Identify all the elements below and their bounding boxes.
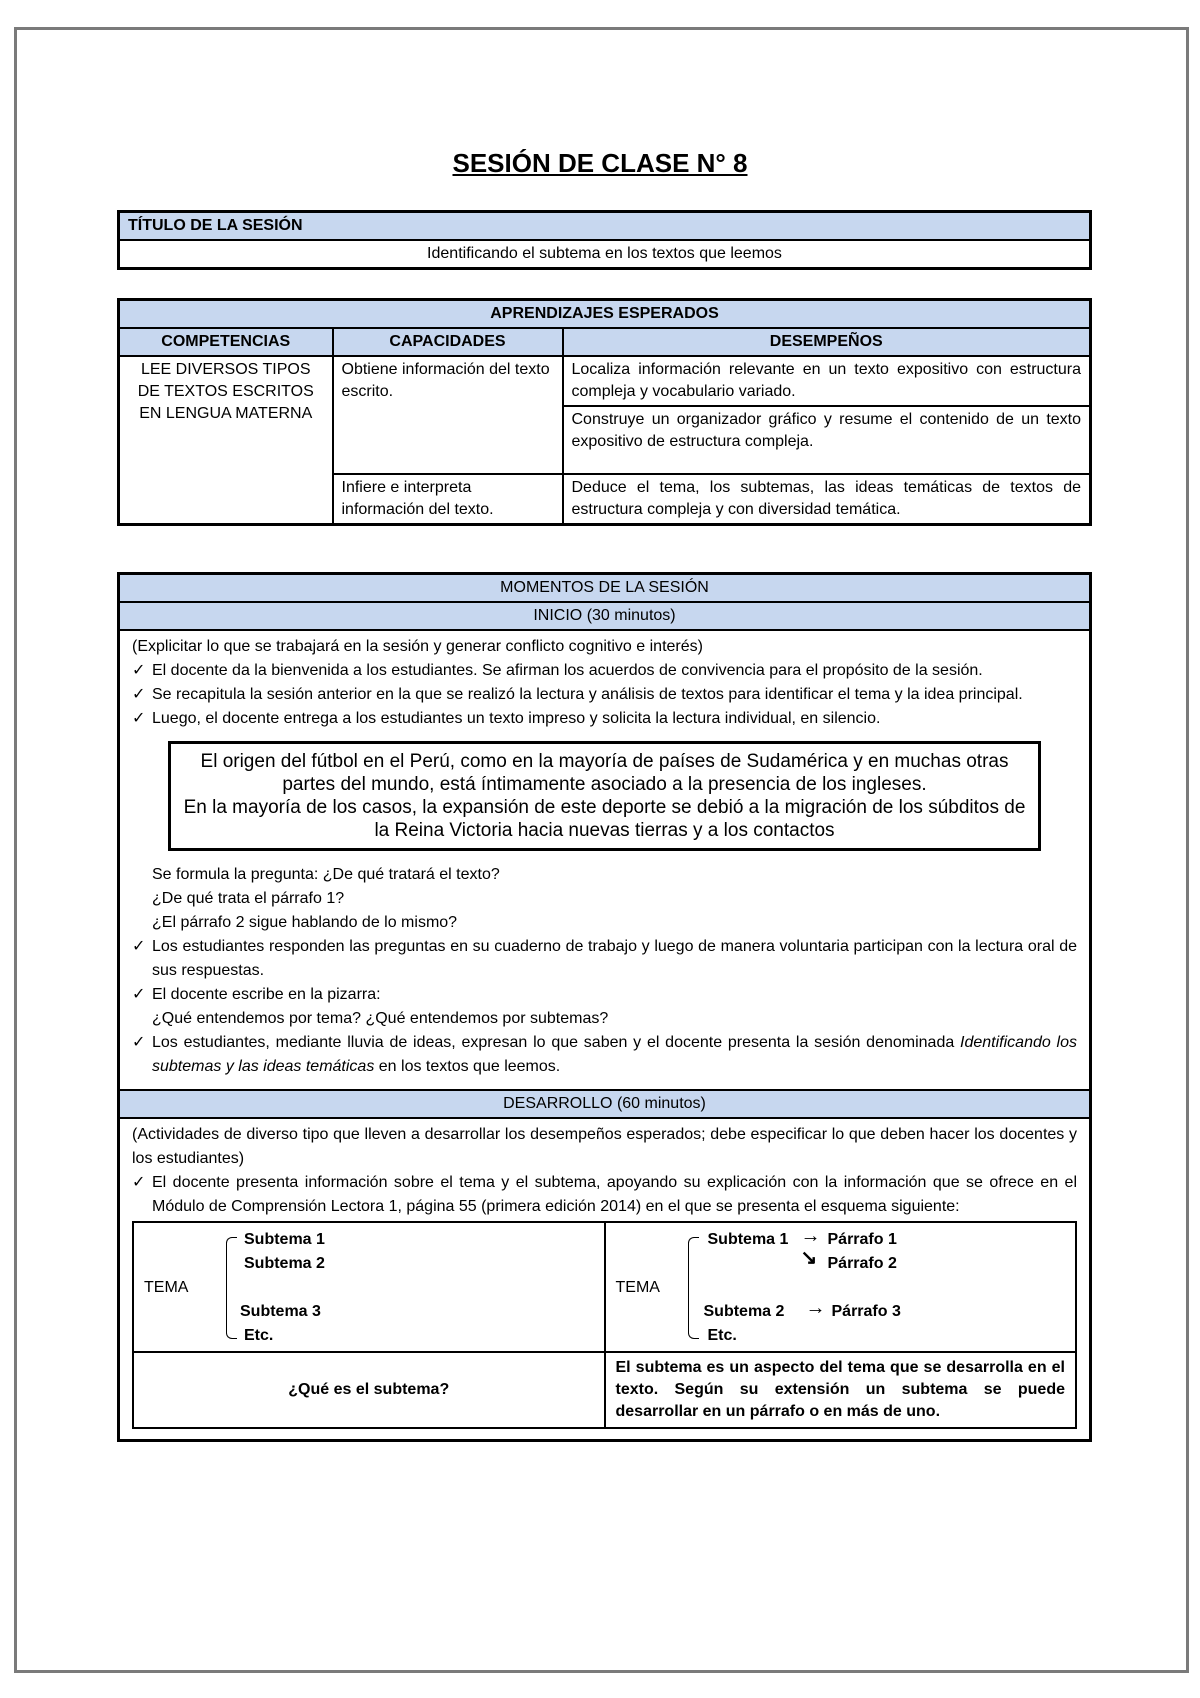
excerpt-paragraph: En la mayoría de los casos, la expansión de este deporte se debió a la migración de los súbditos de la Reina Victoria hacia nuevas tierras y a los contactos [183,797,1026,841]
desempeno-cell: Deduce el tema, los subtemas, las ideas temáticas de textos de estructura compleja y con diversidad temática. [563,474,1091,525]
etc-label: Etc. [244,1327,274,1344]
page-title: SESIÓN DE CLASE N° 8 [452,148,748,178]
list-item: ✓ Luego, el docente entrega a los estudiantes un texto impreso y solicita la lectura individual, en silencio. [132,707,1077,731]
question-text: ¿Qué entendemos por tema? ¿Qué entendemos por subtemas? [152,1010,609,1027]
column-header: DESEMPEÑOS [563,328,1091,356]
aprendizajes-table [117,298,1092,526]
parrafo-label: Párrafo 3 [831,1303,901,1320]
session-name-italic: Identificando los subtemas y las ideas temáticas [152,1034,1077,1075]
session-title-table [117,210,1092,270]
arrow-right-icon: → [800,1225,821,1247]
schema-diagram-right [616,1227,1066,1347]
reading-excerpt-box [168,741,1041,851]
schema-table [132,1221,1077,1429]
list-item-text: Los estudiantes, mediante lluvia de ideas, expresan lo que saben y el docente presenta la sesión denominada [152,1034,955,1051]
etc-label: Etc. [707,1327,737,1344]
brace-icon [226,1237,237,1339]
question-text: ¿De qué trata el párrafo 1? [152,890,345,907]
brace-icon [688,1237,699,1339]
parrafo-label: Párrafo 1 [827,1231,897,1248]
subtema-answer: El subtema es un aspecto del tema que se desarrolla en el texto. Según su extensión un subtema se puede desarrollar en un párrafo o en más de uno. [605,1352,1077,1428]
session-title-label: TÍTULO DE LA SESIÓN [119,212,1091,241]
subtema-label: Subtema 2 [244,1255,325,1272]
desempeno-cell: Construye un organizador gráfico y resume el contenido de un texto expositivo de estructura compleja. [563,406,1091,474]
schema-left [133,1222,605,1352]
desempeno-cell: Localiza información relevante en un texto expositivo con estructura compleja y vocabulario variado. [563,356,1091,406]
tema-label: TEMA [144,1279,189,1296]
list-item [132,1031,1077,1079]
list-item: ✓ El docente escribe en la pizarra: [132,983,1077,1007]
capacidad-cell: Obtiene información del texto escrito. [333,356,563,474]
list-item: ✓ El docente presenta información sobre el tema y el subtema, apoyando su explicación con la información que se ofrece en el Módulo de Comprensión Lectora 1, página 55 (primera edición 2014) en el que se presenta el esquema siguiente: [132,1171,1077,1219]
desarrollo-intro: (Actividades de diverso tipo que lleven a desarrollar los desempeños esperados; debe especificar lo que deben hacer los docentes y los estudiantes) [132,1126,1077,1167]
subtema-label: Subtema 3 [240,1303,321,1320]
schema-diagram-left [144,1227,594,1347]
capacidad-cell: Infiere e interpreta información del texto. [333,474,563,525]
subtema-label: Subtema 1 [244,1231,325,1248]
subtema-question: ¿Qué es el subtema? [133,1352,605,1428]
momentos-header: MOMENTOS DE LA SESIÓN [119,574,1091,603]
list-item: ✓ Los estudiantes responden las preguntas en su cuaderno de trabajo y luego de manera voluntaria participan con la lectura oral de sus respuestas. [132,935,1077,983]
aprendizajes-header: APRENDIZAJES ESPERADOS [119,300,1091,329]
list-item: ✓ El docente da la bienvenida a los estudiantes. Se afirman los acuerdos de convivencia para el propósito de la sesión. [132,659,1077,683]
list-item-text: en los textos que leemos. [378,1058,561,1075]
inicio-header: INICIO (30 minutos) [119,602,1091,630]
session-title-value: Identificando el subtema en los textos que leemos [119,240,1091,269]
subtema-label: Subtema 2 [703,1303,785,1320]
arrow-down-right-icon: ↘ [800,1247,818,1269]
tema-label: TEMA [615,1279,660,1296]
column-header: COMPETENCIAS [119,328,333,356]
desarrollo-header: DESARROLLO (60 minutos) [119,1090,1091,1118]
list-item: ✓ Se recapitula la sesión anterior en la que se realizó la lectura y análisis de textos para identificar el tema y la idea principal. [132,683,1077,707]
parrafo-label: Párrafo 2 [827,1255,897,1272]
question-text: ¿El párrafo 2 sigue hablando de lo mismo? [152,914,458,931]
column-header: CAPACIDADES [333,328,563,356]
inicio-body [119,630,1091,1090]
competencia-cell: LEE DIVERSOS TIPOS DE TEXTOS ESCRITOS EN LENGUA MATERNA [119,356,333,525]
schema-right [605,1222,1077,1352]
inicio-intro: (Explicitar lo que se trabajará en la sesión y generar conflicto cognitivo e interés) [132,638,703,655]
question-text: Se formula la pregunta: ¿De qué tratará el texto? [152,866,500,883]
excerpt-paragraph: El origen del fútbol en el Perú, como en la mayoría de países de Sudamérica y en muchas otras partes del mundo, está íntimamente asociado a la presencia de los ingleses. [200,751,1009,795]
desarrollo-body [119,1118,1091,1441]
subtema-label: Subtema 1 [707,1231,789,1248]
arrow-right-icon: → [805,1297,826,1319]
momentos-table [117,572,1092,1442]
